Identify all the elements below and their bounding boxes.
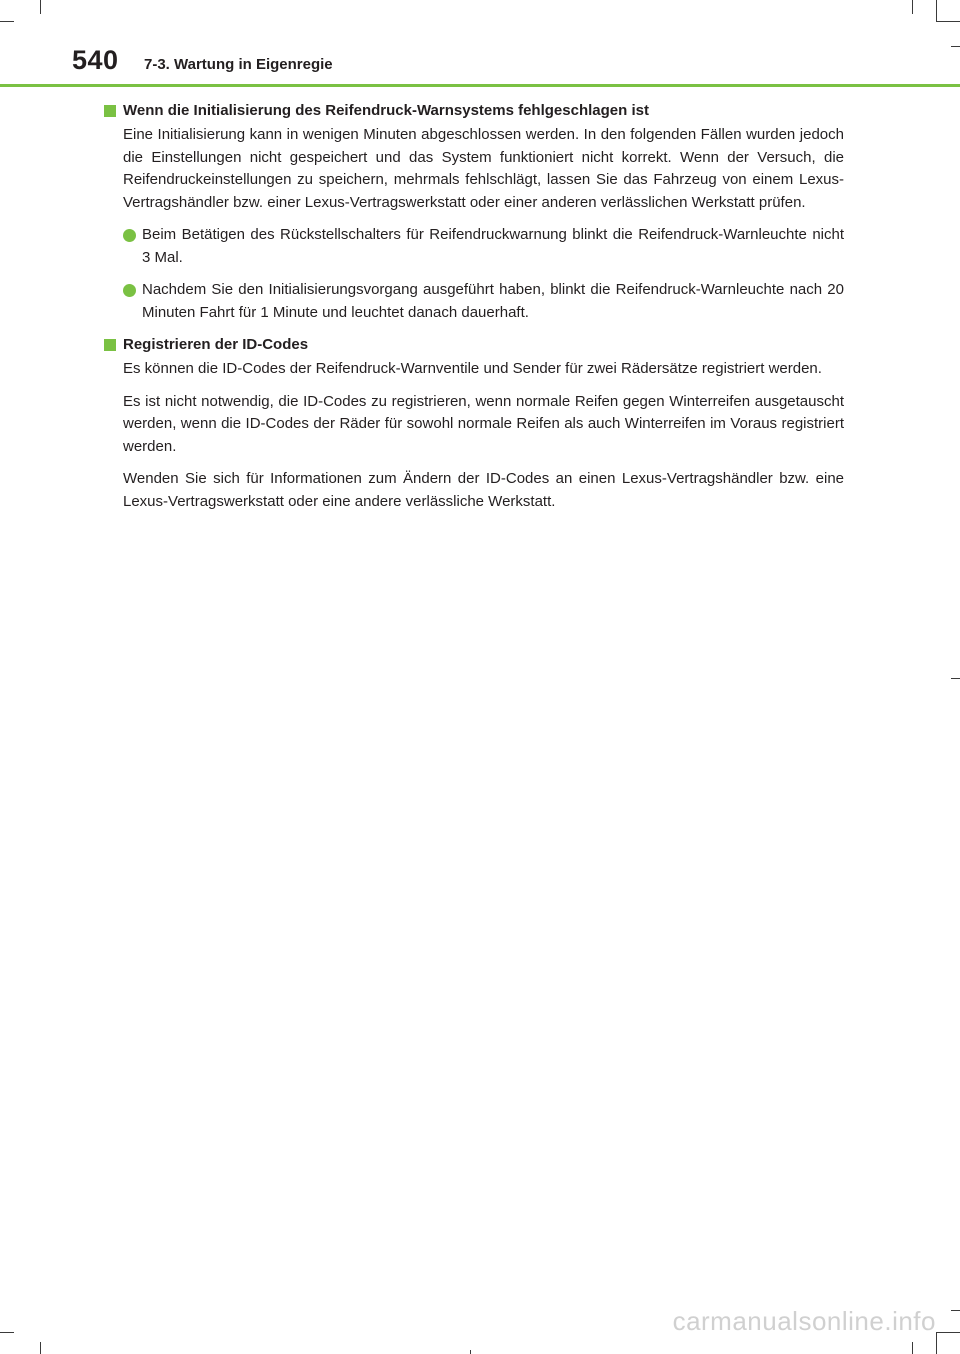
section-heading-text: Registrieren der ID-Codes xyxy=(123,336,309,353)
square-bullet-icon xyxy=(104,105,116,117)
list-item xyxy=(123,224,844,269)
square-bullet-icon xyxy=(104,339,116,351)
crop-mark xyxy=(912,0,913,14)
list-item-text: Nachdem Sie den Initialisierungsvorgang ausgeführt haben, blinkt die Reifendruck-Warnleuchte nach 20 Minuten Fahrt für 1 Minute und leuchtet danach dauerhaft. xyxy=(142,281,844,321)
crop-mark xyxy=(951,46,960,47)
page-content xyxy=(104,100,844,523)
header-rule xyxy=(0,84,960,87)
section-initialization-failed xyxy=(104,100,844,324)
circle-bullet-icon xyxy=(123,229,136,242)
crop-mark xyxy=(0,21,14,22)
crop-mark xyxy=(936,1332,960,1333)
crop-mark xyxy=(470,1350,471,1354)
paragraph: Wenden Sie sich für Informationen zum Ändern der ID-Codes an einen Lexus-Vertragshändler bzw. eine Lexus-Vertragswerkstatt oder eine andere verlässliche Werkstatt. xyxy=(123,470,844,510)
page-number: 540 xyxy=(72,45,119,75)
crop-mark xyxy=(936,1332,937,1354)
crop-mark xyxy=(951,1310,960,1311)
paragraph: Es können die ID-Codes der Reifendruck-Warnventile und Sender für zwei Rädersätze registriert werden. xyxy=(123,360,822,377)
crop-mark xyxy=(936,21,960,22)
section-title: 7-3. Wartung in Eigenregie xyxy=(144,56,333,73)
section-heading xyxy=(104,334,844,356)
crop-mark xyxy=(40,1342,41,1354)
crop-mark xyxy=(912,1342,913,1354)
watermark: carmanualsonline.info xyxy=(672,1306,936,1336)
list-item xyxy=(123,279,844,324)
section-register-id-codes xyxy=(104,334,844,513)
section-heading-text: Wenn die Initialisierung des Reifendruck-Warnsystems fehlgeschlagen ist xyxy=(123,102,649,119)
list-item-text: Beim Betätigen des Rückstellschalters für Reifendruckwarnung blinkt die Reifendruck-Warnleuchte nicht 3 Mal. xyxy=(142,226,844,266)
paragraph: Eine Initialisierung kann in wenigen Minuten abgeschlossen werden. In den folgenden Fällen wurden jedoch die Einstellungen nicht gespeichert und das System funktioniert nicht korrekt. Wenn der Versuch, die Reifendruckeinstellungen zu speichern, mehrmals fehlschlägt, lassen Sie das Fahrzeug von einem Lexus-Vertragshändler bzw. einer Lexus-Vertragswerkstatt oder einer anderen verlässlichen Werkstatt prüfen. xyxy=(123,126,844,211)
section-heading xyxy=(104,100,844,122)
crop-mark xyxy=(40,0,41,14)
circle-bullet-icon xyxy=(123,284,136,297)
crop-mark xyxy=(936,0,937,22)
crop-mark xyxy=(0,1332,14,1333)
paragraph: Es ist nicht notwendig, die ID-Codes zu registrieren, wenn normale Reifen gegen Winterreifen ausgetauscht werden, wenn die ID-Codes der Räder für sowohl normale Reifen als auch Winterreifen im Voraus registriert werden. xyxy=(123,392,844,455)
crop-mark xyxy=(951,678,960,679)
